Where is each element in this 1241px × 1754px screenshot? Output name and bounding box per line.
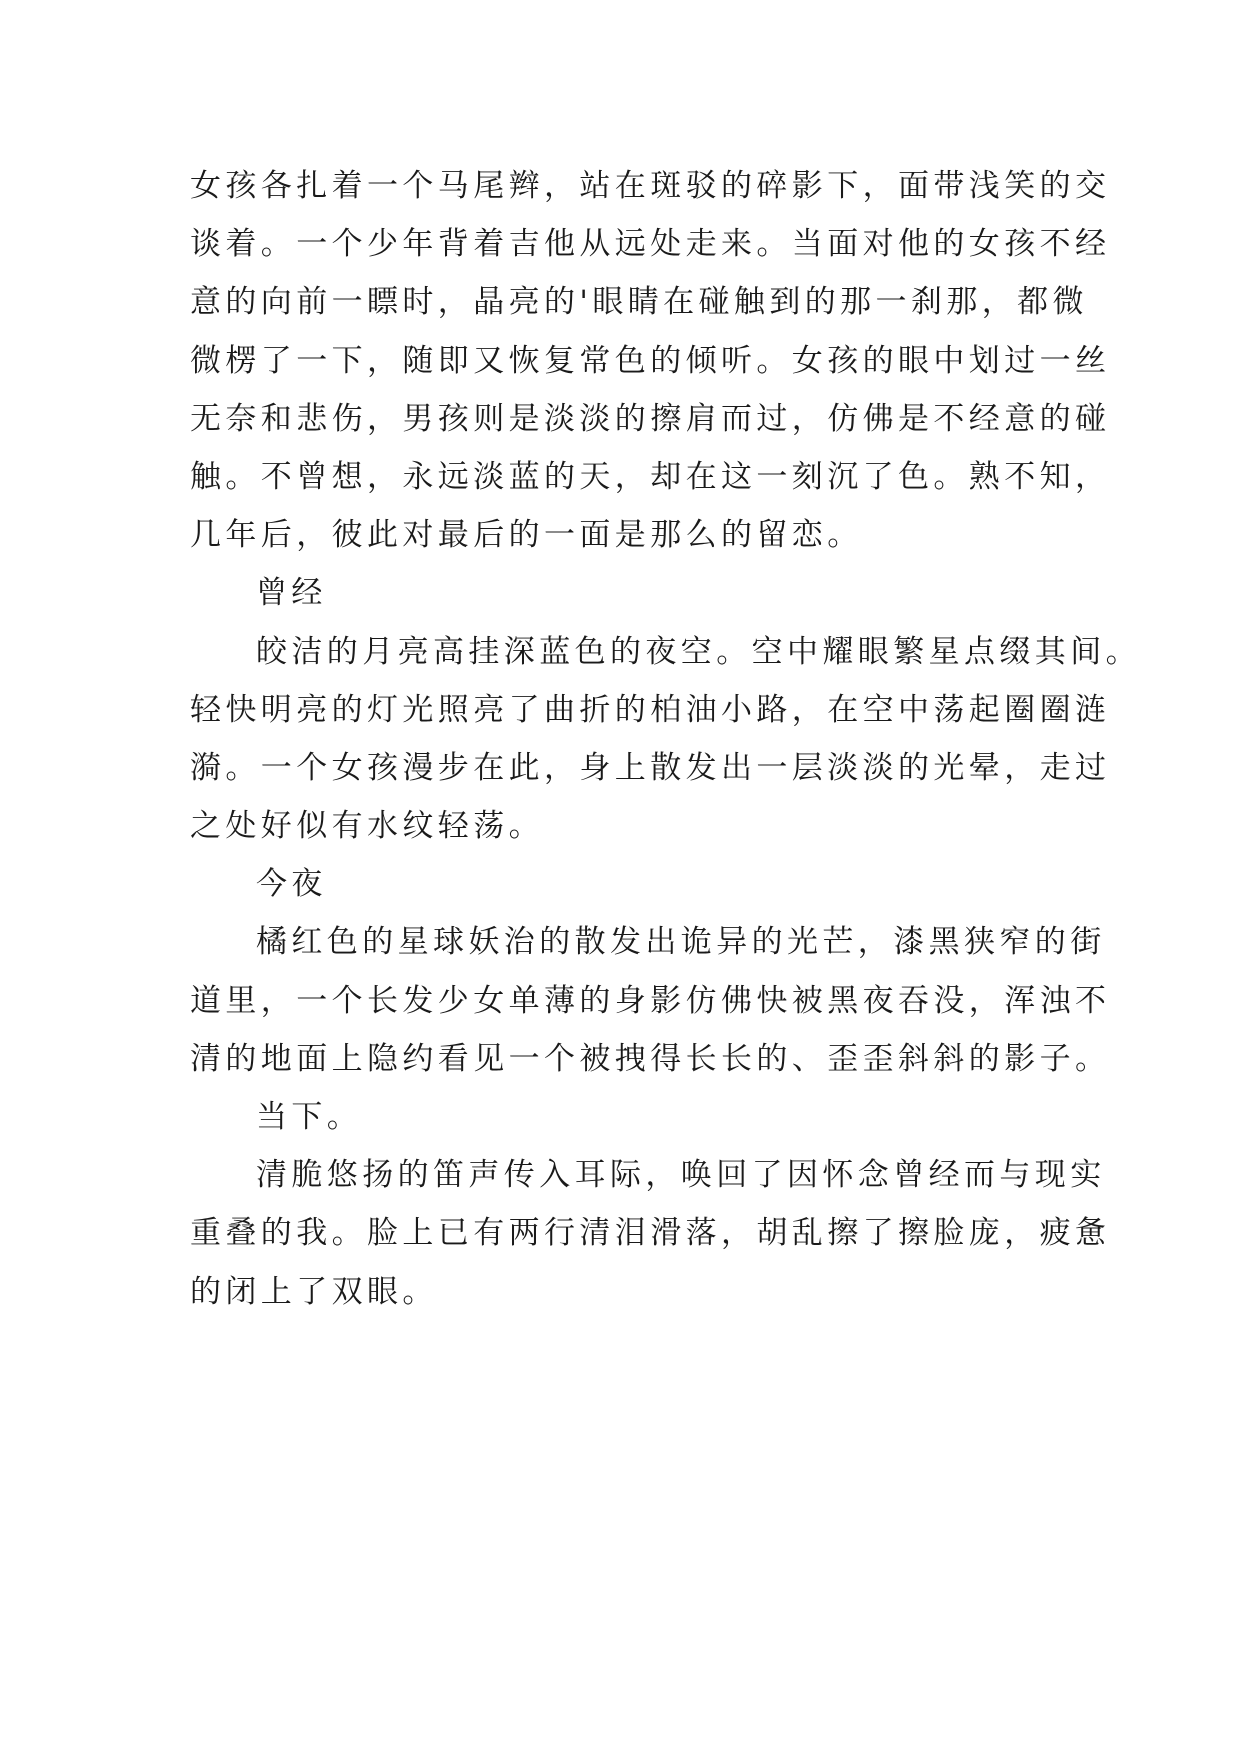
paragraph-line: 清的地面上隐约看见一个被拽得长长的、歪歪斜斜的影子。 [190,1040,1111,1077]
paragraph-line: 的闭上了双眼。 [190,1273,438,1310]
paragraph-line: 无奈和悲伤，男孩则是淡淡的擦肩而过，仿佛是不经意的碰 [190,400,1111,437]
paragraph-line: 橘红色的星球妖治的散发出诡异的光芒，漆黑狭窄的街 [256,924,1106,961]
section-heading: 曾经 [256,575,327,612]
paragraph-line: 重叠的我。脸上已有两行清泪滑落，胡乱擦了擦脸庞，疲惫 [190,1215,1111,1252]
paragraph-line: 轻快明亮的灯光照亮了曲折的柏油小路，在空中荡起圈圈涟 [190,691,1111,728]
document-body [190,157,1141,1321]
paragraph-line: 漪。一个女孩漫步在此，身上散发出一层淡淡的光晕，走过 [190,749,1111,786]
paragraph-line: 触。不曾想，永远淡蓝的天，却在这一刻沉了色。熟不知， [190,458,1111,495]
paragraph-line: 皎洁的月亮高挂深蓝色的夜空。空中耀眼繁星点缀其间。 [256,633,1141,670]
paragraph-line: 之处好似有水纹轻荡。 [190,808,544,845]
section-heading: 今夜 [256,866,327,903]
section-heading: 当下。 [256,1099,363,1135]
paragraph-line: 清脆悠扬的笛声传入耳际，唤回了因怀念曾经而与现实 [256,1157,1106,1194]
paragraph-line: 道里，一个长发少女单薄的身影仿佛快被黑夜吞没，浑浊不 [190,982,1111,1019]
paragraph-line: 微楞了一下，随即又恢复常色的倾听。女孩的眼中划过一丝 [190,342,1111,379]
paragraph-line: 几年后，彼此对最后的一面是那么的留恋。 [190,517,863,554]
paragraph-line: 谈着。一个少年背着吉他从远处走来。当面对他的女孩不经 [190,226,1111,263]
paragraph-line: 女孩各扎着一个马尾辫，站在斑驳的碎影下，面带浅笑的交 [190,168,1111,204]
paragraph-line: 意的向前一瞟时，晶亮的'眼睛在碰触到的那一刹那，都微 [190,284,1088,321]
